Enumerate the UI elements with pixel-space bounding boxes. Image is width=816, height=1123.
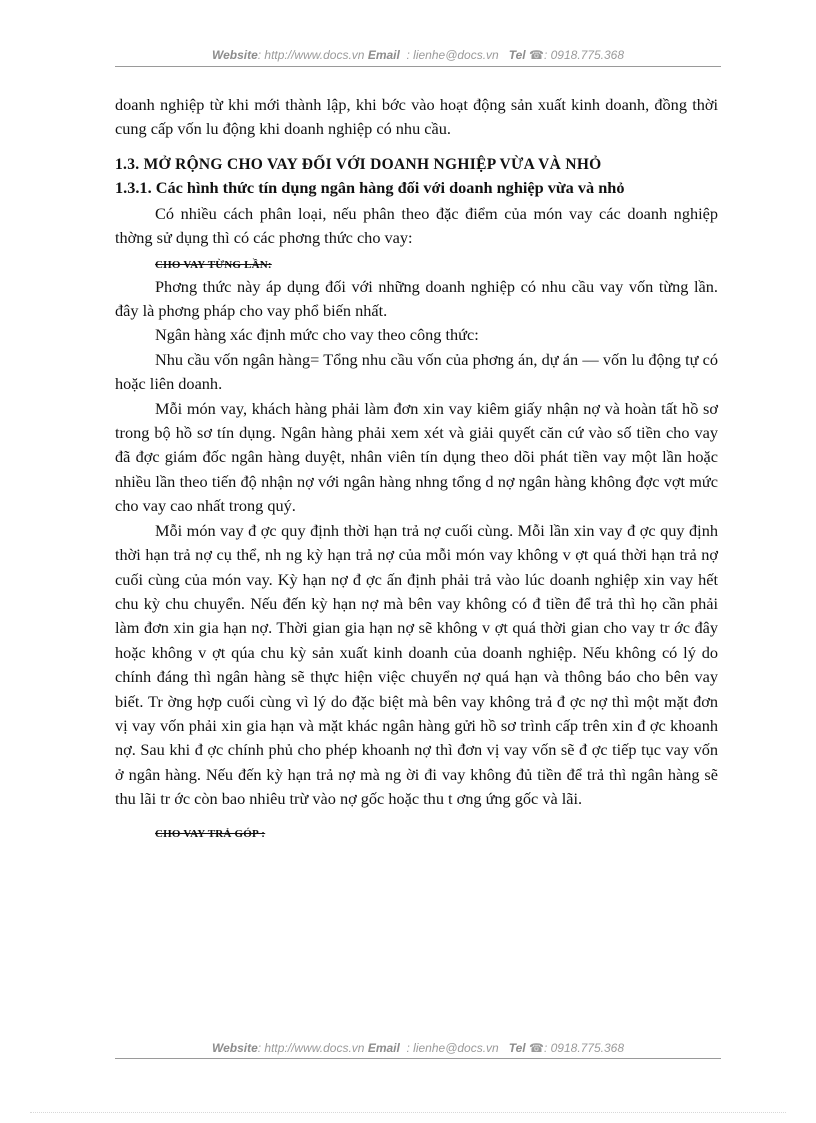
page-body (115, 93, 718, 844)
section-heading: 1.3. MỞ RỘNG CHO VAY ĐỐI VỚI DOANH NGHIỆP VỪA VÀ NHỎ (115, 155, 602, 173)
footer-email-value: : lienhe@docs.vn (406, 1041, 499, 1055)
subheading-cho-vay-tung-lan: CHO VAY TỪNG LẦN: (155, 258, 272, 271)
header-email-label: Email (367, 48, 400, 62)
paragraph: Mỗi món vay, khách hàng phải làm đơn xin vay kiêm giấy nhận nợ và hoàn tất hồ sơ trong bộ hồ sơ tín dụng. Ngân hàng phải xem xét và giải quyết căn cứ vào số tiền cho vay đã đợc giám đốc ngân hàng duyệt, nhân viên tín dụng theo dõi phát tiền vay một lần hoặc nhiều lần theo tiến độ nhận nợ với ngân hàng nhng tổng d nợ ngân hàng không đợc vợt mức cho vay cao nhất trong quý. (115, 398, 718, 516)
header-website-label: Website (211, 48, 258, 62)
page-header (115, 48, 721, 62)
paragraph: Mỗi món vay đ ợc quy định thời hạn trả nợ cuối cùng. Mỗi lần xin vay đ ợc quy định thời hạn trả nợ cụ thể, nh ng kỳ hạn trả nợ của mỗi món vay không v ợt quá thời hạn trả nợ cuối cùng của món vay. Kỳ hạn nợ đ ợc ấn định phải trả vào lúc doanh nghiệp xin vay hết chu kỳ chu chuyển. Nếu đến kỳ hạn nợ mà bên vay không có đ tiền để trả thì họ cần phải làm đơn xin gia hạn nợ. Thời gian gia hạn nợ sẽ không v ợt quá thời gian cho vay tr ớc đây hoặc không v ợt qúa chu kỳ sản xuất kinh doanh của doanh nghiệp. Nếu không có lý do chính đáng thì ngân hàng sẽ thực hiện việc chuyển nợ quá hạn và thông báo cho bên vay biết. Tr ờng hợp cuối cùng vì lý do đặc biệt mà bên vay không trả đ ợc nợ thì một mặt đơn vị vay vốn phải xin gia hạn và mặt khác ngân hàng gửi hồ sơ trình cấp trên xin đ ợc khoanh nợ. Sau khi đ ợc chính phủ cho phép khoanh nợ thì đơn vị vay vốn sẽ đ ợc tiếp tục vay vốn ở ngân hàng. Nếu đến kỳ hạn trả nợ mà ng ời đi vay không đủ tiền để trả thì ngân hàng sẽ thu lãi tr ớc còn bao nhiêu trừ vào nợ gốc hoặc thu t ơng ứng gốc và lãi. (115, 520, 718, 809)
subheading-cho-vay-tra-gop: CHO VAY TRẢ GÓP : (155, 827, 266, 840)
formula-paragraph: Nhu cầu vốn ngân hàng= Tổng nhu cầu vốn của phơng án, dự án — vốn lu động tự có hoặc liên doanh. (115, 349, 718, 394)
page-footer (115, 1041, 721, 1055)
subsection-heading: 1.3.1. Các hình thức tín dụng ngân hàng đối với doanh nghiệp vừa và nhỏ (115, 177, 625, 197)
paragraph: Ngân hàng xác định mức cho vay theo công thức: (155, 325, 479, 345)
footer-rule (115, 1058, 721, 1059)
paragraph: Phơng thức này áp dụng đối với những doanh nghiệp có nhu cầu vay vốn từng lần. đây là phơng pháp cho vay phổ biến nhất. (115, 276, 718, 321)
footer-website-value: : http://www.docs.vn (257, 1041, 365, 1055)
paragraph: doanh nghiệp từ khi mới thành lập, khi bớc vào hoạt động sản xuất kinh doanh, đồng thời cung cấp vốn lu động khi doanh nghiệp có nhu cầu. (115, 95, 718, 139)
header-email-value: : lienhe@docs.vn (406, 48, 499, 62)
page-edge-dotted-line (30, 1112, 786, 1113)
header-tel-label: Tel (508, 48, 526, 62)
phone-icon: ☎ (529, 48, 544, 62)
footer-tel-value: : 0918.775.368 (543, 1041, 625, 1055)
header-tel-value: : 0918.775.368 (543, 48, 625, 62)
footer-website-label: Website (211, 1041, 258, 1055)
header-rule (115, 66, 721, 67)
footer-tel-label: Tel (508, 1041, 526, 1055)
phone-icon: ☎ (529, 1041, 544, 1055)
footer-email-label: Email (367, 1041, 400, 1055)
header-website-value: : http://www.docs.vn (257, 48, 365, 62)
paragraph: Có nhiều cách phân loại, nếu phân theo đặc điểm của món vay các doanh nghiệp thờng sử dụng thì có các phơng thức cho vay: (115, 203, 718, 248)
